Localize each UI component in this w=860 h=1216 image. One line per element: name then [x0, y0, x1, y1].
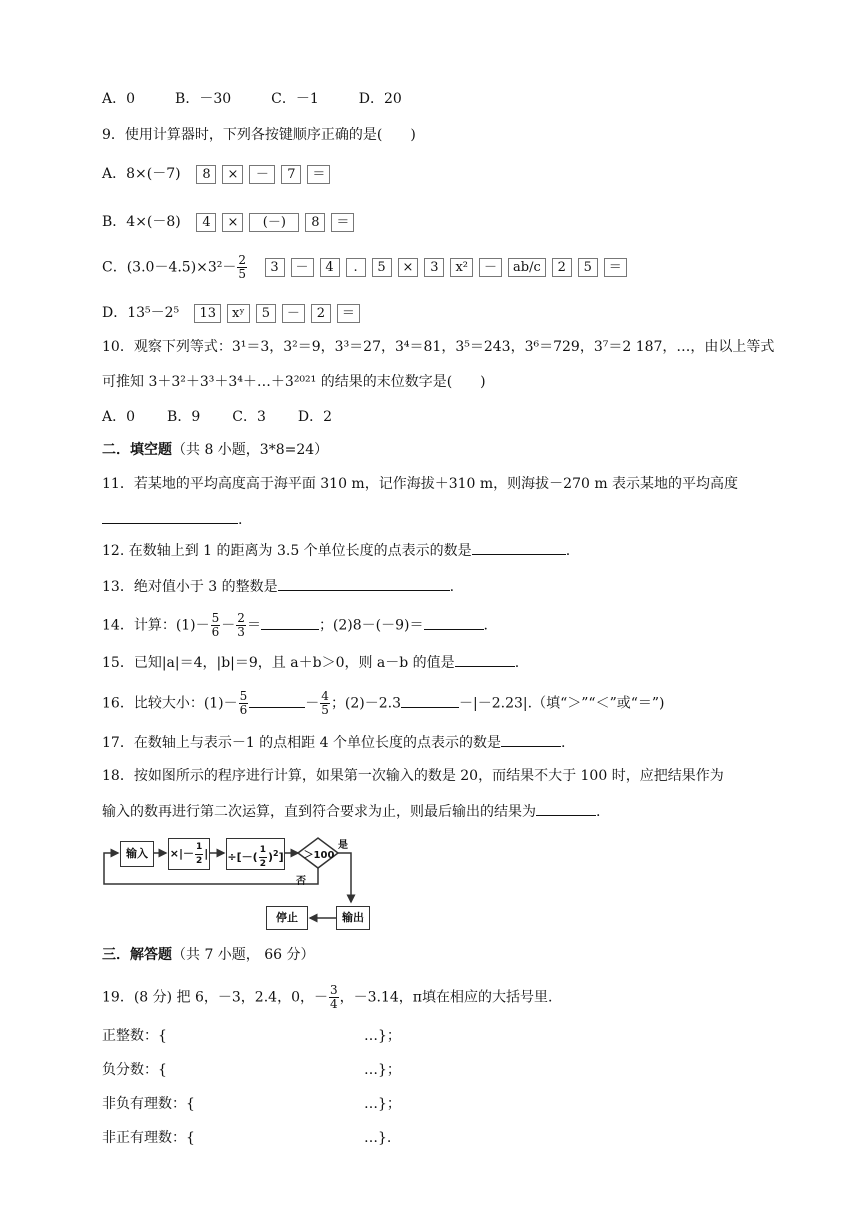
q12-text: 12. 在数轴上到 1 的距离为 3.5 个单位长度的点表示的数是 — [102, 543, 472, 559]
answer-blank[interactable] — [472, 540, 566, 555]
q16-prefix: 16．比较大小：(1)－ — [102, 695, 238, 712]
key: 4 — [320, 258, 340, 277]
q13-tail: . — [449, 579, 455, 595]
q18-line2 — [102, 801, 600, 822]
frac-den: 3 — [237, 625, 245, 639]
q17-tail: . — [560, 735, 566, 751]
key: 5 — [578, 258, 598, 277]
q14-eq: ＝ — [246, 617, 261, 634]
answer-blank[interactable] — [102, 509, 238, 524]
q9-a-label: A．8×(－7) — [102, 166, 181, 182]
answer-blank[interactable] — [501, 732, 561, 747]
frac-num: 3 — [329, 983, 338, 997]
key: ＝ — [307, 165, 330, 184]
key: x² — [450, 258, 473, 277]
flowchart — [100, 834, 390, 934]
q19-set-nonnegative-rationals — [102, 1094, 401, 1114]
flowchart-yes: 是 — [338, 840, 348, 851]
q19-set-nonpositive-rationals — [102, 1128, 392, 1148]
divide-sign: ÷ — [227, 850, 237, 864]
key: 13 — [194, 304, 221, 323]
key: 2 — [311, 304, 331, 323]
q16-fraction-1 — [239, 690, 249, 717]
q18-line1: 18．按如图所示的程序进行计算，如果第一次输入的数是 20，而结果不大于 100 时，应把结果作为 — [102, 768, 724, 784]
q10-option-b: B．9 — [167, 409, 201, 425]
frac-den: 6 — [239, 703, 248, 717]
key: － — [479, 258, 502, 277]
key: × — [222, 165, 243, 184]
q8-option-c: C．－1 — [271, 91, 319, 107]
key: 5 — [372, 258, 392, 277]
q11-tail: . — [238, 512, 243, 528]
key: 7 — [281, 165, 301, 184]
q19-set-negative-fractions — [102, 1060, 401, 1080]
q9-option-a — [102, 164, 336, 184]
key: 4 — [196, 213, 216, 232]
key: ＝ — [604, 258, 627, 277]
q16 — [102, 690, 665, 717]
answer-blank[interactable] — [424, 615, 484, 630]
multiply-fraction — [195, 841, 203, 868]
divide-fraction — [259, 844, 267, 871]
q14 — [102, 612, 488, 639]
frac-den: 4 — [329, 997, 338, 1011]
flowchart-output: 输出 — [336, 906, 370, 930]
frac-num: 2 — [238, 253, 247, 267]
q8-option-a: A．0 — [102, 91, 136, 107]
set-label: 负分数：{ — [102, 1062, 167, 1078]
key: 3 — [424, 258, 444, 277]
q9-c-label: C．(3.0－4.5)×3²－ — [102, 259, 237, 276]
key: ＝ — [337, 304, 360, 323]
q19-set-positive-integers — [102, 1026, 401, 1046]
q10-option-d: D．2 — [297, 409, 332, 425]
q14-minus: － — [221, 617, 236, 634]
answer-blank[interactable] — [249, 693, 305, 708]
frac-num: 1 — [259, 844, 267, 858]
q13 — [102, 576, 454, 597]
q10-option-a: A．0 — [102, 409, 136, 425]
q16-after: －|－2.23|.（填“＞”“＜”或“＝”) — [459, 695, 665, 712]
flowchart-no: 否 — [296, 876, 306, 887]
q10-options — [102, 407, 372, 427]
set-label: 非正有理数：{ — [102, 1130, 195, 1146]
divide-exponent: 2 — [272, 849, 279, 858]
key: × — [222, 213, 243, 232]
q9-option-d — [102, 303, 366, 323]
q16-neg: － — [305, 695, 320, 712]
section-2-title: 二．填空题 — [102, 442, 172, 458]
q9-b-label: B．4×(－8) — [102, 214, 181, 230]
frac-den: 2 — [195, 855, 203, 866]
flowchart-divide: ÷[－( $\frac{1}{2}$ )$^2$] — [226, 838, 285, 870]
q8-option-d: D．20 — [358, 91, 402, 107]
answer-blank[interactable] — [455, 652, 515, 667]
key: ab/c — [508, 258, 546, 277]
flowchart-stop: 停止 — [266, 906, 308, 930]
section-3-title: 三．解答题 — [102, 947, 172, 963]
key: 8 — [196, 165, 216, 184]
q19-suffix: ，－3.14，π填在相应的大括号里. — [339, 989, 553, 1006]
section-2-heading — [102, 440, 328, 460]
frac-num: 5 — [239, 689, 248, 703]
q9-d-label: D．13⁵－2⁵ — [102, 305, 180, 321]
q15-text: 15．已知|a|＝4，|b|＝9，且 a＋b＞0，则 a－b 的值是 — [102, 655, 455, 671]
set-end: …}； — [364, 1096, 401, 1112]
frac-den: 2 — [259, 859, 266, 870]
key: xʸ — [227, 304, 250, 323]
set-label: 正整数：{ — [102, 1028, 167, 1044]
key: 3 — [265, 258, 285, 277]
q19-fraction — [329, 984, 339, 1011]
q12-tail: . — [565, 543, 571, 559]
key: 8 — [305, 213, 325, 232]
q10-option-c: C．3 — [232, 409, 266, 425]
flowchart-condition: ＞100 — [303, 850, 335, 861]
q9-option-b — [102, 212, 360, 232]
q14-mid: ；(2)8－(－9)＝ — [318, 617, 424, 634]
q15-tail: . — [514, 655, 520, 671]
q17 — [102, 732, 565, 753]
q9-option-c — [102, 254, 633, 281]
section-2-note: （共 8 小题，3*8=24） — [172, 442, 329, 458]
section-3-note: （共 7 小题， 66 分） — [172, 947, 315, 963]
q14-fraction-2 — [236, 612, 246, 639]
set-end: …}； — [364, 1028, 401, 1044]
q15 — [102, 652, 519, 673]
multiply-sign: × — [169, 847, 179, 860]
key: － — [291, 258, 314, 277]
frac-num: 4 — [321, 689, 329, 703]
answer-blank[interactable] — [278, 576, 450, 591]
frac-num: 2 — [237, 611, 245, 625]
section-3-heading — [102, 945, 315, 965]
q8-options — [102, 89, 442, 109]
q14-fraction-1 — [211, 612, 221, 639]
q11-line1: 11．若某地的平均高度高于海平面 310 m，记作海拔＋310 m，则海拔－270 m 表示某地的平均高度 — [102, 476, 739, 492]
q19-stem — [102, 984, 552, 1011]
frac-num: 1 — [195, 841, 203, 855]
q12 — [102, 540, 570, 561]
key: . — [346, 258, 366, 277]
q8-option-b: B．－30 — [175, 91, 232, 107]
set-label: 非负有理数：{ — [102, 1096, 195, 1112]
key: 2 — [552, 258, 572, 277]
q9-c-fraction — [237, 254, 247, 281]
key: × — [398, 258, 419, 277]
q19-prefix: 19．(8 分) 把 6，－3，2.4，0，－ — [102, 989, 328, 1006]
q17-text: 17．在数轴上与表示－1 的点相距 4 个单位长度的点表示的数是 — [102, 735, 501, 751]
answer-blank[interactable] — [261, 615, 319, 630]
key: (－) — [249, 213, 299, 232]
q14-tail: . — [483, 617, 488, 634]
q11-line2 — [102, 509, 242, 530]
q14-prefix: 14．计算：(1)－ — [102, 617, 210, 634]
key: 5 — [256, 304, 276, 323]
q16-fraction-2 — [320, 690, 330, 717]
q18-text: 输入的数再进行第二次运算，直到符合要求为止，则最后输出的结果为 — [102, 804, 536, 820]
key: ＝ — [331, 213, 354, 232]
frac-den: 5 — [238, 267, 247, 281]
flowchart-input: 输入 — [120, 841, 154, 867]
frac-den: 5 — [321, 703, 329, 717]
set-end: …}； — [364, 1062, 401, 1078]
frac-den: 6 — [211, 625, 220, 639]
answer-blank[interactable] — [401, 693, 459, 708]
set-end: …}. — [364, 1130, 392, 1146]
frac-num: 5 — [211, 611, 220, 625]
key: － — [249, 165, 275, 184]
flowchart-multiply: ×|－ $\frac{1}{2}$ | — [168, 838, 210, 870]
q10-line2: 可推知 3＋3²＋3³＋3⁴＋…＋3²⁰²¹ 的结果的末位数字是( ) — [102, 374, 486, 390]
q9-stem: 9．使用计算器时，下列各按键顺序正确的是( ) — [102, 127, 416, 143]
q10-line1: 10．观察下列等式：3¹＝3，3²＝9，3³＝27，3⁴＝81，3⁵＝243，3⁶＝729，3⁷＝2 187，…，由以上等式 — [102, 339, 775, 355]
q16-mid: ；(2)－2.3 — [330, 695, 402, 712]
q13-text: 13．绝对值小于 3 的整数是 — [102, 579, 278, 595]
answer-blank[interactable] — [536, 801, 596, 816]
q18-tail: . — [596, 804, 601, 820]
key: － — [282, 304, 305, 323]
